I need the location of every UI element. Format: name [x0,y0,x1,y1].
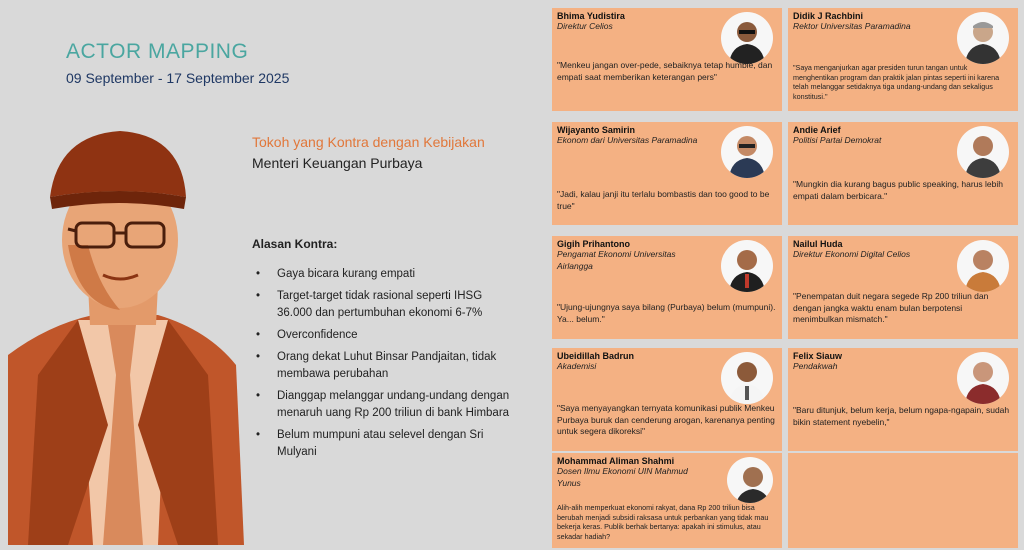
actor-grid [552,8,1024,550]
actor-card [788,348,1018,451]
actor-card [552,236,782,339]
avatar [957,126,1009,178]
bullet-icon: • [256,290,261,302]
actor-role: Dosen Ilmu Ekonomi UIN Mahmud Yunus [557,466,688,488]
actor-name: Gigih Prihantono [557,239,630,249]
actor-quote: "Menkeu jangan over-pede, sebaiknya tetap humble, dan empati saat memberikan keterangan pers" [557,60,773,82]
subject-name: Menteri Keuangan Purbaya [252,155,423,171]
page-title: ACTOR MAPPING [66,40,249,63]
avatar [957,12,1009,64]
avatar [727,457,773,503]
actor-role: Direktur Ekonomi Digital Celios [793,249,911,259]
actor-role: Ekonom dari Universitas Paramadina [557,135,698,145]
actor-card [552,8,782,111]
avatar [957,352,1009,404]
actor-role: Politisi Partai Demokrat [793,135,882,145]
actor-quote: "Saya menganjurkan agar presiden turun tangan untuk menghentikan program dan praktik jalan pintas seperti ini karena telah melanggar setidaknya tiga undang-undang dan sekaligus konstitusi." [793,63,1000,101]
actor-quote: "Penempatan duit negara segede Rp 200 triliun dan dengan jangka waktu enam bulan berpotensi menimbulkan mismatch." [793,291,989,324]
actor-quote: "Ujung-ujungnya saya bilang (Purbaya) belum (mumpuni). Ya... belum." [557,302,776,324]
avatar [957,240,1009,292]
actor-quote: "Baru ditunjuk, belum kerja, belum ngapa-ngapain, sudah bikin statement nyebelin," [793,405,1010,427]
actor-quote: "Saya menyayangkan ternyata komunikasi publik Menkeu Purbaya buruk dan cenderung arogan, karenanya penting untuk segera dikoreksi" [557,403,775,436]
actor-role: Direktur Celios [557,21,613,31]
actor-name: Nailul Huda [793,239,843,249]
subject-heading: Tokoh yang Kontra dengan Kebijakan [252,134,485,150]
reason-item: • Belum mumpuni atau selevel dengan Sri Mulyani [256,429,484,458]
avatar [721,126,773,178]
actor-card [788,236,1018,339]
bullet-icon: • [256,390,261,402]
date-range: 09 September - 17 September 2025 [66,70,290,86]
actor-card [788,8,1018,111]
actor-card [552,122,782,225]
reason-item: • Overconfidence [252,327,514,344]
minister-portrait [8,125,244,545]
reason-item: • Gaya bicara kurang empati [252,266,514,283]
bullet-icon: • [256,329,261,341]
bullet-icon: • [256,429,261,441]
reasons-title: Alasan Kontra: [252,237,338,251]
empty-card [788,453,1018,548]
actor-name: Didik J Rachbini [793,11,864,21]
actor-quote: "Jadi, kalau janji itu terlalu bombastis dan too good to be true" [557,189,770,211]
reason-item: • Dianggap melanggar undang-undang dengan menaruh uang Rp 200 triliun di bank Himbara [256,390,510,419]
actor-quote: Alih-alih memperkuat ekonomi rakyat, dana Rp 200 triliun bisa berubah menjadi subsidi raksasa untuk perbankan yang tidak mau bekerja keras. Publik berhak bertanya: apakah ini stimulus, atau sekadar hadiah? [557,503,769,541]
actor-role: Rektor Universitas Paramadina [793,21,911,31]
actor-role: Akademisi [557,361,597,371]
actor-name: Bhima Yudistira [557,11,625,21]
avatar [721,352,773,404]
actor-name: Felix Siauw [793,351,843,361]
actor-card [788,122,1018,225]
actor-card [552,453,782,548]
avatar [721,12,773,64]
reason-item: • Orang dekat Luhut Binsar Pandjaitan, tidak membawa perubahan [256,351,497,380]
avatar [721,240,773,292]
bullet-icon: • [256,351,261,363]
actor-card [552,348,782,451]
actor-role: Pendakwah [793,361,838,371]
bullet-icon: • [256,268,261,280]
actor-quote: "Mungkin dia kurang bagus public speaking, harus lebih empati dalam berbicara." [793,179,1003,201]
actor-role: Pengamat Ekonomi Universitas Airlangga [557,249,676,271]
reason-item: • Target-target tidak rasional seperti IHSG 36.000 dan pertumbuhan ekonomi 6-7% [256,290,483,319]
actor-name: Ubeidillah Badrun [557,351,635,361]
actor-name: Wijayanto Samirin [557,125,635,135]
actor-name: Andie Arief [793,125,841,135]
actor-name: Mohammad Aliman Shahmi [557,456,675,466]
reasons-list [252,266,514,466]
